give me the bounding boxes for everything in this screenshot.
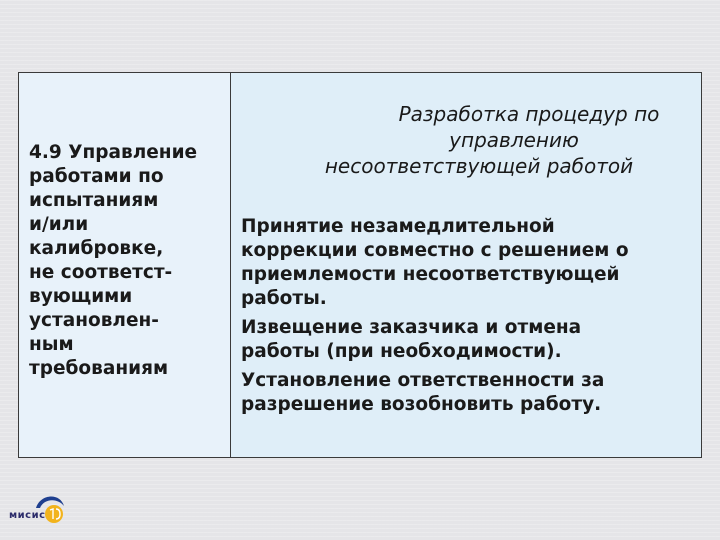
paragraph-line: работы. [241, 288, 327, 309]
clause-line: требованиям [29, 358, 169, 379]
clause-line: работами по [29, 166, 164, 187]
logo-text: мисис [9, 510, 46, 521]
cell-heading [271, 101, 687, 179]
paragraph-line: Принятие незамедлительной [241, 216, 555, 237]
misis-logo [6, 488, 70, 532]
clause-line: вующими [29, 286, 133, 307]
clause-line: не соответст- [29, 262, 173, 283]
requirement-paragraph [241, 316, 629, 364]
description-cell [231, 73, 701, 457]
requirements-list [241, 215, 629, 422]
requirement-paragraph [241, 369, 629, 417]
paragraph-line: приемлемости несоответствующей [241, 264, 620, 285]
heading-line: управлению [449, 128, 579, 152]
clause-line: установлен- [29, 310, 159, 331]
clause-cell [19, 73, 231, 457]
clause-line: испытаниям [29, 190, 159, 211]
clause-line: калибровке, [29, 238, 164, 259]
heading-line: несоответствующей работой [324, 154, 634, 178]
paragraph-line: Извещение заказчика и отмена [241, 317, 582, 338]
requirement-paragraph [241, 215, 629, 311]
clause-line: и/или [29, 214, 89, 235]
paragraph-line: разрешение возобновить работу. [241, 394, 602, 415]
paragraph-line: коррекции совместно с решением о [241, 240, 629, 261]
clause-line: 4.9 Управление [29, 142, 198, 163]
heading-line: Разработка процедур по [398, 102, 660, 126]
clause-line: ным [29, 334, 74, 355]
content-table [18, 72, 702, 458]
paragraph-line: работы (при необходимости). [241, 341, 562, 362]
paragraph-line: Установление ответственности за [241, 370, 605, 391]
